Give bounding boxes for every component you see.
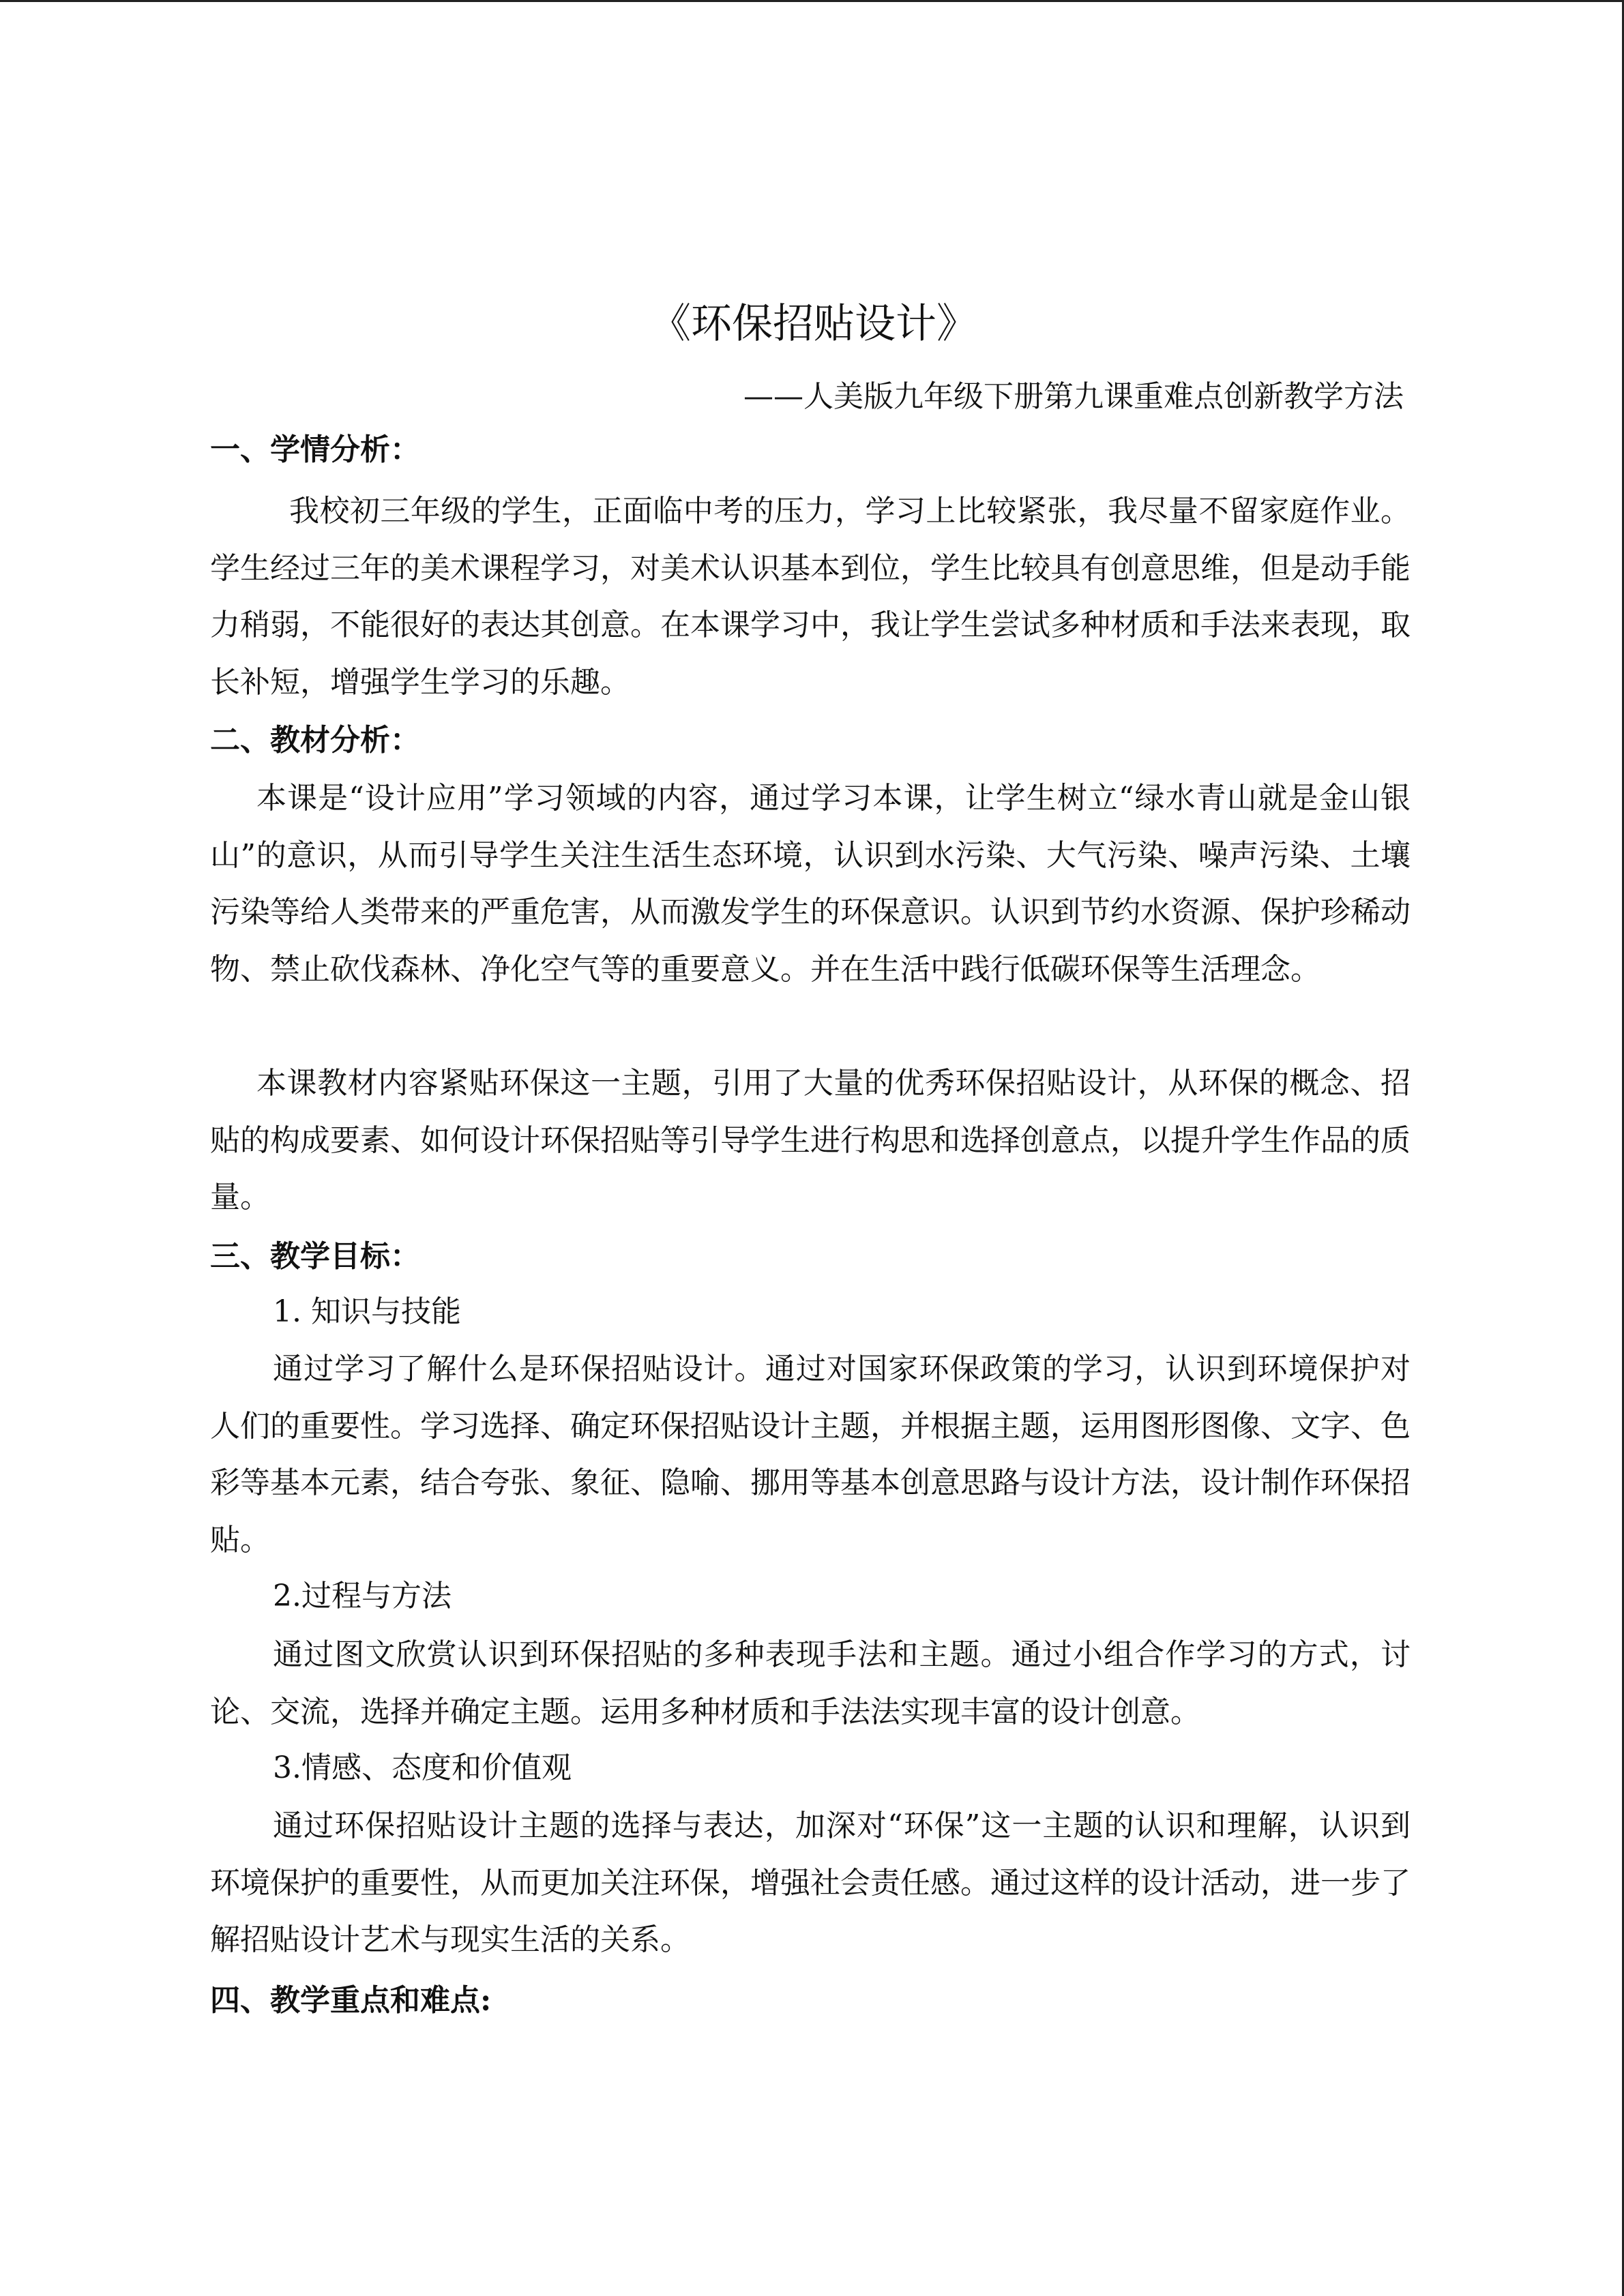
section-heading-teaching-goals: 三、教学目标： bbox=[210, 1239, 420, 1274]
section-paragraph-textbook-analysis-2: 本课教材内容紧贴环保这一主题，引用了大量的优秀环保招贴设计，从环保的概念、招贴的构成要素、如何设计环保招贴等引导学生进行构思和选择创意点，以提升学生作品的质量。 bbox=[210, 1066, 1411, 1214]
document-title: 《环保招贴设计》 bbox=[650, 300, 977, 348]
goal-label-process-methods: 2.过程与方法 bbox=[273, 1579, 452, 1613]
section-heading-key-points: 四、教学重点和难点: bbox=[210, 1983, 492, 2018]
section-paragraph-student-analysis: 我校初三年级的学生，正面临中考的压力，学习上比较紧张，我尽量不留家庭作业。学生经过三年的美术课程学习，对美术认识基本到位，学生比较具有创意思维，但是动手能力稍弱，不能很好的表达其创意。在本课学习中，我让学生尝试多种材质和手法来表现，取长补短，增强学生学习的乐趣。 bbox=[210, 494, 1411, 700]
goal-text-knowledge-skills: 通过学习了解什么是环保招贴设计。通过对国家环保政策的学习，认识到环境保护对人们的重要性。学习选择、确定环保招贴设计主题，并根据主题，运用图形图像、文字、色彩等基本元素，结合夸张、象征、隐喻、挪用等基本创意思路与设计方法，设计制作环保招贴。 bbox=[210, 1352, 1411, 1557]
goal-label-knowledge-skills: 1. 知识与技能 bbox=[273, 1294, 461, 1329]
section-heading-textbook-analysis: 二、教材分析： bbox=[210, 723, 420, 758]
section-paragraph-textbook-analysis-1: 本课是“设计应用”学习领域的内容，通过学习本课，让学生树立“绿水青山就是金山银山”的意识，从而引导学生关注生活生态环境，认识到水污染、大气污染、噪声污染、土壤污染等给人类带来的严重危害，从而激发学生的环保意识。认识到节约水资源、保护珍稀动物、禁止砍伐森林、净化空气等的重要意义。并在生活中践行低碳环保等生活理念。 bbox=[210, 781, 1411, 987]
section-heading-student-analysis: 一、学情分析： bbox=[210, 432, 420, 467]
goal-text-values: 通过环保招贴设计主题的选择与表达，加深对“环保”这一主题的认识和理解，认识到环境保护的重要性，从而更加关注环保，增强社会责任感。通过这样的设计活动，进一步了解招贴设计艺术与现实生活的关系。 bbox=[210, 1808, 1411, 1957]
document-subtitle: ——人美版九年级下册第九课重难点创新教学方法 bbox=[743, 379, 1404, 414]
goal-text-process-methods: 通过图文欣赏认识到环保招贴的多种表现手法和主题。通过小组合作学习的方式，讨论、交流，选择并确定主题。运用多种材质和手法法实现丰富的设计创意。 bbox=[210, 1637, 1411, 1729]
goal-label-values: 3.情感、态度和价值观 bbox=[273, 1750, 572, 1785]
